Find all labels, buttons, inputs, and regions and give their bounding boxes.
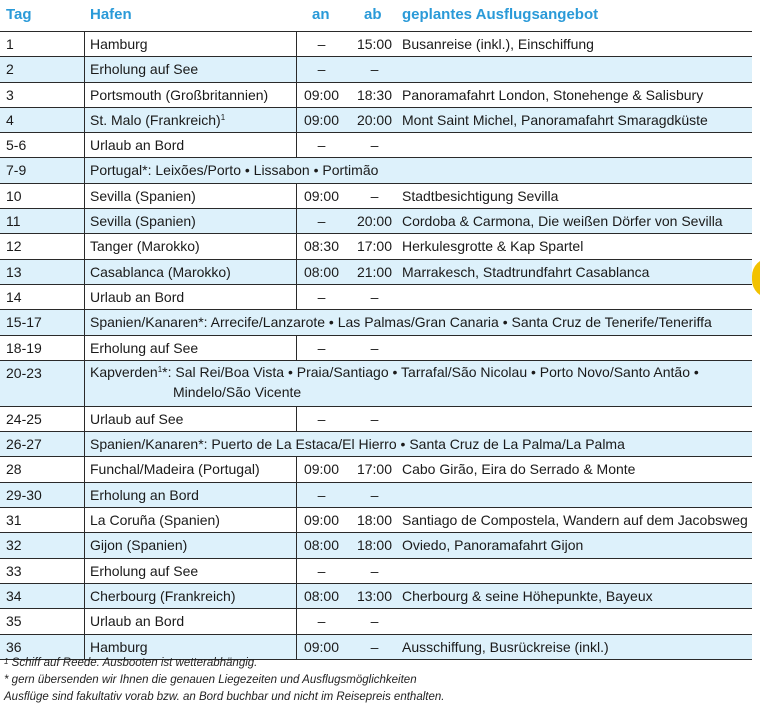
cell-programm: Herkulesgrotte & Kap Spartel <box>402 238 584 255</box>
cell-tag: 14 <box>6 288 22 305</box>
table-row <box>0 456 752 481</box>
column-divider <box>296 407 297 431</box>
cell-hafen <box>90 584 236 608</box>
column-divider <box>296 83 297 107</box>
table-row <box>0 406 752 431</box>
cell-programm: Busanreise (inkl.), Einschiffung <box>402 36 594 52</box>
cell-tag: 29-30 <box>6 486 42 503</box>
hafen-name: Gijon (Spanien) <box>90 537 188 554</box>
column-divider <box>84 133 85 157</box>
column-divider <box>296 184 297 208</box>
table-row <box>0 532 752 557</box>
table-row <box>0 309 752 334</box>
table-row <box>0 284 752 309</box>
hafen-name: Funchal/Madeira (Portugal) <box>90 461 260 478</box>
hafen-name: Erholung an Bord <box>90 486 199 503</box>
cell-tag: 13 <box>6 263 22 280</box>
column-divider <box>296 57 297 81</box>
cell-an: 08:00 <box>303 537 340 554</box>
cell-an: – <box>317 137 326 154</box>
cell-ab: – <box>370 61 379 78</box>
column-divider <box>296 209 297 233</box>
column-divider <box>84 83 85 107</box>
cell-tag: 24-25 <box>6 410 42 427</box>
cell-tag: 33 <box>6 562 22 579</box>
cell-ab: 18:00 <box>356 512 393 529</box>
cell-hafen <box>90 559 198 583</box>
column-divider <box>296 336 297 360</box>
cell-an: – <box>317 288 326 305</box>
table-row <box>0 107 752 132</box>
column-divider <box>296 32 297 56</box>
cell-programm: Mont Saint Michel, Panoramafahrt Smaragdküste <box>402 111 708 128</box>
cell-hafen <box>90 533 187 557</box>
header-tag: Tag <box>6 6 32 23</box>
header-an: an <box>312 6 330 23</box>
header-programm: geplantes Ausflugsangebot <box>402 6 599 23</box>
footnote-marker: 1 <box>220 112 226 122</box>
column-divider <box>84 158 85 182</box>
hafen-name: Urlaub an Bord <box>90 137 185 154</box>
table-row <box>0 208 752 233</box>
table-row <box>0 558 752 583</box>
table-row <box>0 608 752 633</box>
table-row <box>0 31 752 56</box>
cell-tag: 12 <box>6 238 22 255</box>
column-divider <box>84 457 85 481</box>
cell-ab: 17:00 <box>356 461 393 478</box>
hafen-name: Erholung auf See <box>90 339 199 356</box>
column-divider <box>296 609 297 633</box>
table-row <box>0 507 752 532</box>
cell-tag: 4 <box>6 111 14 128</box>
column-divider <box>84 483 85 507</box>
column-divider <box>84 508 85 532</box>
cell-an: – <box>317 613 326 630</box>
column-divider <box>84 533 85 557</box>
cell-programm: Cordoba & Carmona, Die weißen Dörfer von Sevilla <box>402 213 723 230</box>
footnote: $^1$ Schiff auf Reede. Ausbooten ist wetterabhängig. <box>4 657 258 669</box>
header-ab: ab <box>364 6 382 23</box>
cell-ab: 13:00 <box>356 587 393 604</box>
footnote: * gern übersenden wir Ihnen die genauen Liegezeiten und Ausflugsmöglichkeiten <box>4 674 417 686</box>
cell-an: 09:00 <box>303 512 340 529</box>
cell-an: 09:00 <box>303 111 340 128</box>
cell-tag: 15-17 <box>6 314 42 331</box>
cell-tag: 10 <box>6 187 22 204</box>
footnotes <box>4 655 444 706</box>
cell-hafen <box>90 609 184 633</box>
cell-hafen <box>90 209 196 233</box>
table-row <box>0 56 752 81</box>
span-prefix: Kapverden <box>90 363 158 380</box>
cell-tag: 28 <box>6 461 22 478</box>
column-divider <box>84 310 85 334</box>
span-line-2: Mindelo/São Vicente <box>173 383 302 400</box>
cell-hafen <box>90 457 260 481</box>
cell-tag: 36 <box>6 638 22 655</box>
column-divider <box>296 533 297 557</box>
table-row <box>0 132 752 157</box>
cell-programm: Santiago de Compostela, Wandern auf dem Jacobsweg <box>402 512 748 529</box>
column-divider <box>296 457 297 481</box>
cell-an: – <box>317 486 326 503</box>
hafen-name: Cherbourg (Frankreich) <box>90 587 236 604</box>
cell-programm: Oviedo, Panoramafahrt Gijon <box>402 537 584 554</box>
table-row <box>0 82 752 107</box>
cell-ab: – <box>370 410 379 427</box>
column-divider <box>296 234 297 258</box>
hafen-name: Hamburg <box>90 638 148 655</box>
cell-programm: Panoramafahrt London, Stonehenge & Salisbury <box>402 86 704 103</box>
cell-an: 09:00 <box>303 638 340 655</box>
table-row <box>0 583 752 608</box>
cell-tag: 31 <box>6 512 22 529</box>
cell-ab: 18:30 <box>356 86 393 103</box>
cell-tag: 1 <box>6 36 14 52</box>
column-divider <box>296 108 297 132</box>
table-row <box>0 183 752 208</box>
hafen-name: Casablanca (Marokko) <box>90 263 231 280</box>
column-divider <box>84 184 85 208</box>
cell-ab: 15:00 <box>356 36 393 52</box>
cell-ab: 21:00 <box>356 263 393 280</box>
cell-tag: 26-27 <box>6 436 42 453</box>
cell-tag: 2 <box>6 61 14 78</box>
cell-hafen <box>90 407 183 431</box>
cell-hafen <box>90 133 184 157</box>
cell-an: – <box>317 562 326 579</box>
cell-hafen <box>90 83 268 107</box>
column-divider <box>84 609 85 633</box>
cell-ab: 17:00 <box>356 238 393 255</box>
footnote-marker: 1 <box>157 364 163 374</box>
cell-hafen <box>90 483 199 507</box>
hafen-name: Urlaub an Bord <box>90 288 185 305</box>
hafen-name: La Coruña (Spanien) <box>90 512 220 529</box>
cell-tag: 32 <box>6 537 22 554</box>
cell-hafen <box>90 285 184 309</box>
hafen-name: Hamburg <box>90 36 148 52</box>
page-tab-marker <box>752 258 760 298</box>
cell-hafen <box>90 184 196 208</box>
cell-ab: 18:00 <box>356 537 393 554</box>
cell-programm: Ausschiffung, Busrückreise (inkl.) <box>402 638 609 655</box>
table-row <box>0 360 752 406</box>
cell-an: 09:00 <box>303 86 340 103</box>
cell-ports-span: Portugal*: Leixões/Porto • Lissabon • Portimão <box>90 162 379 179</box>
cell-ports-span: Spanien/Kanaren*: Arrecife/Lanzarote • Las Palmas/Gran Canaria • Santa Cruz de Tenerife/Teneriffa <box>90 314 712 331</box>
cell-an: 08:30 <box>303 238 340 255</box>
cell-hafen <box>90 108 225 132</box>
column-divider <box>84 32 85 56</box>
cell-ports-span: Spanien/Kanaren*: Puerto de La Estaca/El Hierro • Santa Cruz de La Palma/La Palma <box>90 436 625 453</box>
span-rest: *: Sal Rei/Boa Vista • Praia/Santiago • Tarrafal/São Nicolau • Porto Novo/Santo Antão • <box>162 363 699 380</box>
cell-hafen <box>90 260 231 284</box>
table-header <box>0 0 752 31</box>
cell-an: – <box>317 339 326 356</box>
cell-ab: – <box>370 638 379 655</box>
cell-ab: 20:00 <box>356 111 393 128</box>
cell-an: 09:00 <box>303 187 340 204</box>
cell-tag: 3 <box>6 86 14 103</box>
cell-tag: 18-19 <box>6 339 42 356</box>
column-divider <box>84 285 85 309</box>
cell-an: 09:00 <box>303 461 340 478</box>
hafen-name: Sevilla (Spanien) <box>90 187 196 204</box>
column-divider <box>296 285 297 309</box>
cell-ports-span <box>90 361 699 402</box>
table-row <box>0 335 752 360</box>
column-divider <box>84 108 85 132</box>
cell-an: – <box>317 213 326 230</box>
cell-hafen <box>90 234 200 258</box>
hafen-name: Urlaub auf See <box>90 410 184 427</box>
table-row <box>0 259 752 284</box>
column-divider <box>296 584 297 608</box>
cell-an: 08:00 <box>303 263 340 280</box>
cell-tag: 5-6 <box>6 137 27 154</box>
table-row <box>0 431 752 456</box>
cell-ab: – <box>370 613 379 630</box>
cell-ab: – <box>370 187 379 204</box>
hafen-name: St. Malo (Frankreich) <box>90 111 221 128</box>
cell-programm: Cabo Girão, Eira do Serrado & Monte <box>402 461 636 478</box>
hafen-name: Erholung auf See <box>90 562 199 579</box>
span-line-1 <box>90 361 699 383</box>
cell-ab: – <box>370 339 379 356</box>
cell-hafen <box>90 57 198 81</box>
table-row <box>0 157 752 182</box>
column-divider <box>296 559 297 583</box>
column-divider <box>84 559 85 583</box>
footnote: Ausflüge sind fakultativ vorab bzw. an Bord buchbar und nicht im Reisepreis enthalten. <box>4 691 445 703</box>
hafen-name: Erholung auf See <box>90 61 199 78</box>
column-divider <box>84 361 85 406</box>
table-row <box>0 482 752 507</box>
header-hafen: Hafen <box>90 6 132 23</box>
cell-tag: 11 <box>6 213 21 230</box>
cell-ab: – <box>370 562 379 579</box>
column-divider <box>84 407 85 431</box>
column-divider <box>84 584 85 608</box>
column-divider <box>296 133 297 157</box>
cell-an: – <box>317 36 326 52</box>
cell-hafen <box>90 32 148 56</box>
cell-ab: – <box>370 288 379 305</box>
cell-programm: Cherbourg & seine Höhepunkte, Bayeux <box>402 587 653 604</box>
hafen-name: Portsmouth (Großbritannien) <box>90 86 269 103</box>
column-divider <box>84 209 85 233</box>
table-body <box>0 31 752 660</box>
cell-programm: Marrakesch, Stadtrundfahrt Casablanca <box>402 263 650 280</box>
cell-an: – <box>317 410 326 427</box>
cell-ab: – <box>370 137 379 154</box>
column-divider <box>84 432 85 456</box>
cell-ab: 20:00 <box>356 213 393 230</box>
cell-tag: 35 <box>6 613 22 630</box>
table-row <box>0 233 752 258</box>
column-divider <box>84 336 85 360</box>
cell-tag: 7-9 <box>6 162 27 179</box>
column-divider <box>296 260 297 284</box>
cell-an: – <box>317 61 326 78</box>
column-divider <box>84 57 85 81</box>
column-divider <box>84 234 85 258</box>
column-divider <box>296 508 297 532</box>
cell-programm: Stadtbesichtigung Sevilla <box>402 187 559 204</box>
column-divider <box>296 483 297 507</box>
column-divider <box>84 260 85 284</box>
hafen-name: Urlaub an Bord <box>90 613 185 630</box>
cell-tag: 34 <box>6 587 22 604</box>
hafen-name: Sevilla (Spanien) <box>90 213 196 230</box>
cell-hafen <box>90 336 198 360</box>
hafen-name: Tanger (Marokko) <box>90 238 200 255</box>
cell-an: 08:00 <box>303 587 340 604</box>
cell-ab: – <box>370 486 379 503</box>
cell-hafen <box>90 508 220 532</box>
cell-tag: 20-23 <box>6 364 42 381</box>
